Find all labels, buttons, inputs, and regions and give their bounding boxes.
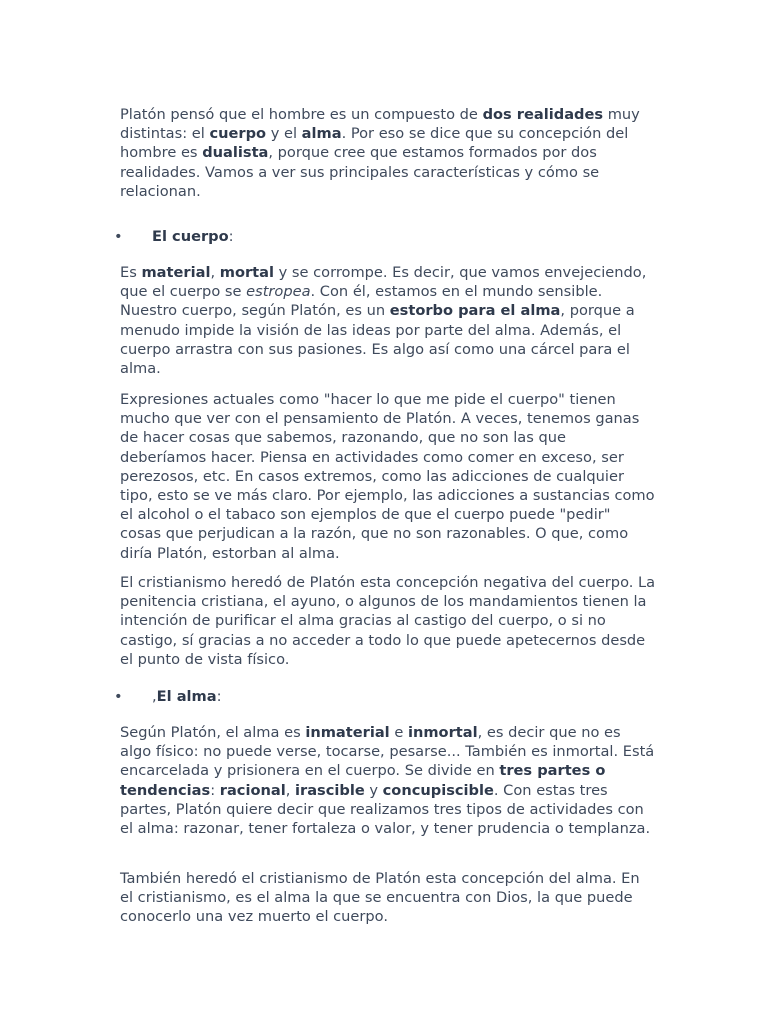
section-title — [152, 687, 222, 706]
bold-text: mortal — [219, 264, 274, 281]
bullet-icon: • — [114, 228, 123, 245]
italic-text: estropea — [246, 283, 311, 301]
body-paragraph-3: El cristianismo heredó de Platón esta concepción negativa del cuerpo. La penitencia cristiana, el ayuno, o algunos de los mandamientos tienen la intención de purificar el alma gracias al castigo del cuerpo, o si no castigo, sí gracias a no acceder a todo lo que puede apetecernos desde el punto de vista físico. — [120, 574, 656, 668]
text: : — [210, 781, 220, 799]
bold-text: tres partes o tendencias — [120, 762, 606, 799]
text: Según Platón, el alma es — [120, 724, 306, 741]
text: muy distintas: el — [120, 106, 640, 143]
soul-paragraph-1 — [120, 723, 656, 838]
intro-paragraph — [120, 105, 656, 201]
text: Platón pensó que el hombre es un compuesto de — [120, 106, 483, 123]
text: e — [389, 724, 408, 741]
text: . Con estas tres partes, Platón quiere decir que realizamos tres tipos de actividades con el alma: razonar, tener fortaleza o valor, y tener prudencia o templanza. — [120, 781, 651, 838]
text: , porque a menudo impide la visión de las ideas por parte del alma. Además, el cuerpo arrastra con sus pasiones. Es algo así como una cárcel para el alma. — [120, 302, 635, 378]
bold-text: material — [141, 264, 211, 281]
body-paragraph-2: Expresiones actuales como "hacer lo que me pide el cuerpo" tienen mucho que ver con el pensamiento de Platón. A veces, tenemos ganas de hacer cosas que sabemos, razonando, que no son las que deberíamos hacer. Piensa en actividades como comer en exceso, ser perezosos, etc. En casos extremos, como las adicciones de cualquier tipo, esto se ve más claro. Por ejemplo, las adicciones a sustancias como el alcohol o el tabaco son ejemplos de que el cuerpo puede "pedir" cosas que perjudican a la razón, que no son razonables. O que, como diría Platón, estorban al alma. — [120, 391, 655, 562]
text: , — [210, 264, 220, 281]
text: , porque cree que estamos formados por dos realidades. Vamos a ver sus principales características y cómo se relacionan. — [120, 144, 600, 200]
text: , — [285, 781, 295, 799]
text: y — [364, 781, 383, 799]
bold-text: dos realidades — [482, 106, 604, 123]
bold-text: dualista — [202, 144, 269, 162]
text: y se corrompe. Es decir, que vamos envejeciendo, que el cuerpo se — [120, 264, 647, 301]
section-title-suffix: : — [216, 688, 222, 705]
section-title-text: El cuerpo — [152, 228, 229, 245]
bold-text: estorbo para el alma — [389, 302, 561, 320]
bold-text: irascible — [295, 781, 365, 799]
bold-text: alma — [301, 125, 342, 143]
soul-paragraph-2: También heredó el cristianismo de Platón esta concepción del alma. En el cristianismo, es el alma la que se encuentra con Dios, la que puede conocerlo una vez muerto el cuerpo. — [120, 870, 640, 926]
section-title-suffix: : — [228, 228, 234, 245]
bold-text: inmortal — [407, 724, 478, 741]
text: y el — [266, 125, 302, 143]
section-title-prefix: , — [152, 688, 157, 705]
section-title — [152, 227, 234, 246]
text: Es — [120, 264, 142, 281]
bold-text: concupiscible — [382, 781, 494, 799]
bold-text: racional — [219, 781, 286, 799]
text: , es decir que no es algo físico: no puede verse, tocarse, pesarse... También es inmortal. Está encarcelada y prisionera en el cuerpo. Se divide en — [120, 724, 655, 780]
text: . Con él, estamos en el mundo sensible. Nuestro cuerpo, según Platón, es un — [120, 283, 603, 320]
section-title-text: El alma — [156, 688, 217, 705]
bold-text: inmaterial — [305, 724, 390, 741]
bold-text: cuerpo — [209, 125, 267, 143]
text: . Por eso se dice que su concepción del hombre es — [120, 125, 629, 162]
body-paragraph-1 — [120, 263, 656, 378]
bullet-icon: • — [114, 688, 123, 705]
